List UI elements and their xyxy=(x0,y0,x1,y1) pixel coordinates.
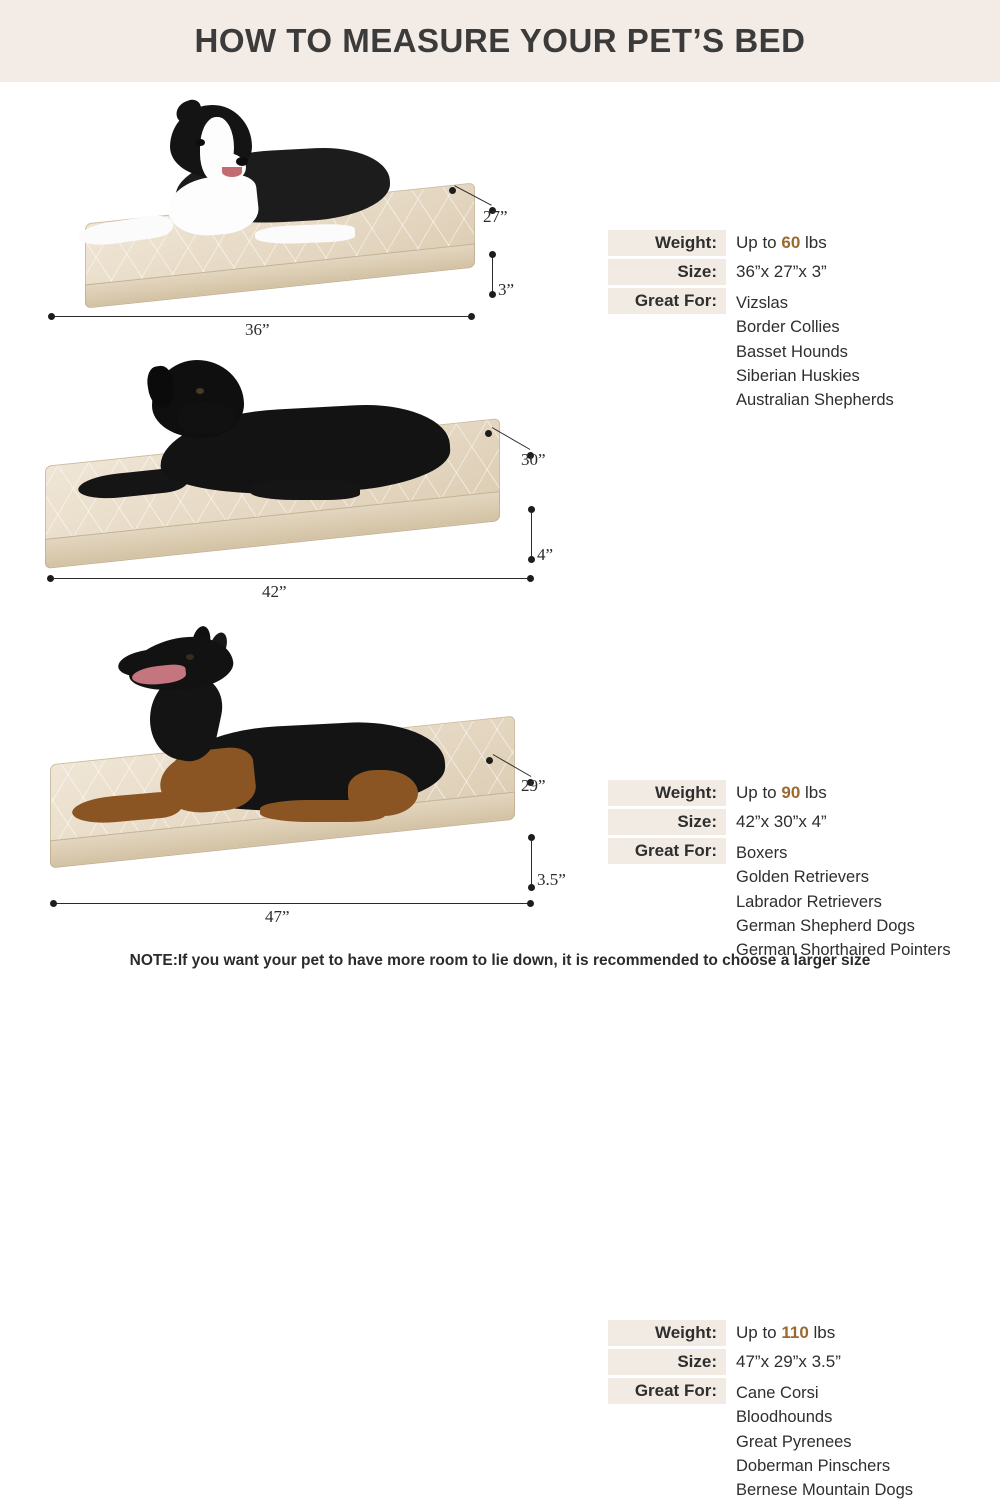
dimension-label-depth: 29” xyxy=(521,776,546,795)
dimension-label-width: 47” xyxy=(265,907,290,926)
spec-row-weight xyxy=(608,230,998,256)
spec-key-size: Size: xyxy=(608,1349,726,1375)
dimension-label-width: 36” xyxy=(245,320,270,339)
list-item: Bernese Mountain Dogs xyxy=(736,1481,914,1499)
dog-rear-paw xyxy=(260,800,385,822)
bed-illustration-medium xyxy=(0,95,590,350)
dimension-endpoint xyxy=(528,834,535,841)
list-item: German Shepherd Dogs xyxy=(736,916,915,935)
dimension-endpoint xyxy=(528,556,535,563)
dimension-line-width xyxy=(52,578,530,579)
spec-value-weight xyxy=(726,1320,835,1346)
weight-prefix: Up to xyxy=(736,1323,782,1342)
spec-key-weight: Weight: xyxy=(608,780,726,806)
dimension-endpoint xyxy=(528,506,535,513)
dimension-endpoint xyxy=(489,291,496,298)
footer-note: NOTE:If you want your pet to have more room to lie down, it is recommended to choose a larger size xyxy=(129,952,871,969)
dog-eye xyxy=(196,388,204,394)
list-item: Siberian Huskies xyxy=(736,366,860,385)
spec-value-size: 36”x 27”x 3” xyxy=(736,262,827,281)
list-item: Golden Retrievers xyxy=(736,868,869,887)
dimension-endpoint xyxy=(528,884,535,891)
list-item: Basset Hounds xyxy=(736,342,848,361)
dimension-label-height: 4” xyxy=(537,545,554,564)
list-item: Labrador Retrievers xyxy=(736,892,882,911)
dimension-label-depth: 30” xyxy=(521,450,546,469)
dimension-line-height xyxy=(531,510,532,560)
dimension-label-height: 3.5” xyxy=(537,870,566,889)
dimension-endpoint xyxy=(527,575,534,582)
list-item: Doberman Pinschers xyxy=(736,1456,891,1475)
dimension-endpoint xyxy=(489,251,496,258)
dog-eye xyxy=(196,139,205,146)
spec-key-weight: Weight: xyxy=(608,1320,726,1346)
list-item: Vizslas xyxy=(736,294,788,312)
dog-rear-paw xyxy=(250,480,360,500)
dimension-line-width xyxy=(52,316,472,317)
weight-prefix: Up to xyxy=(736,233,782,252)
spec-value-size: 42”x 30”x 4” xyxy=(736,812,827,831)
spec-row-size xyxy=(608,259,998,285)
weight-prefix: Up to xyxy=(736,783,782,802)
dimension-label-depth: 27” xyxy=(483,207,508,226)
weight-number: 90 xyxy=(781,783,801,802)
dimension-endpoint xyxy=(468,313,475,320)
dimension-endpoint xyxy=(449,187,456,194)
dimension-line-height xyxy=(531,838,532,888)
dimension-endpoint xyxy=(486,757,493,764)
spec-row-weight xyxy=(608,1320,998,1346)
spec-key-great-for: Great For: xyxy=(608,1378,726,1404)
weight-number: 110 xyxy=(781,1323,809,1342)
list-item: German Shorthaired Pointers xyxy=(736,941,951,959)
weight-number: 60 xyxy=(781,233,801,252)
dimension-endpoint xyxy=(47,575,54,582)
breed-list xyxy=(726,1378,913,1502)
list-item: Border Collies xyxy=(736,318,840,337)
dog-snout xyxy=(178,402,236,434)
list-item: Bloodhounds xyxy=(736,1408,833,1427)
dog-mouth xyxy=(222,167,242,177)
spec-row-great-for xyxy=(608,1378,998,1502)
list-item: Cane Corsi xyxy=(736,1384,819,1402)
dog-nose xyxy=(236,157,248,166)
list-item: Australian Shepherds xyxy=(736,391,894,409)
bed-illustration-large xyxy=(0,350,590,615)
dimension-endpoint xyxy=(48,313,55,320)
spec-key-size: Size: xyxy=(608,809,726,835)
spec-key-great-for: Great For: xyxy=(608,838,726,864)
list-item: Boxers xyxy=(736,844,788,862)
page-title: HOW TO MEASURE YOUR PET’S BED xyxy=(194,22,806,59)
size-row-medium xyxy=(0,95,1000,409)
dimension-label-height: 3” xyxy=(498,280,515,299)
weight-unit: lbs xyxy=(808,1323,836,1342)
spec-table-xlarge xyxy=(608,1320,998,1505)
dimension-endpoint xyxy=(50,900,57,907)
dimension-line-height xyxy=(492,255,493,295)
dimension-endpoint xyxy=(485,430,492,437)
header-band xyxy=(0,0,1000,82)
spec-key-weight: Weight: xyxy=(608,230,726,256)
dimension-label-width: 42” xyxy=(262,582,287,601)
spec-key-great-for: Great For: xyxy=(608,288,726,314)
spec-value-size: 47”x 29”x 3.5” xyxy=(736,1352,841,1371)
bed-illustration-xlarge xyxy=(0,620,590,926)
weight-unit: lbs xyxy=(800,783,827,802)
dimension-line-width xyxy=(55,903,530,904)
list-item: Great Pyrenees xyxy=(736,1432,852,1451)
weight-unit: lbs xyxy=(800,233,827,252)
spec-value-weight xyxy=(726,230,827,256)
spec-key-size: Size: xyxy=(608,259,726,285)
dog-eye xyxy=(186,654,194,660)
spec-row-size xyxy=(608,1349,998,1375)
dimension-endpoint xyxy=(527,900,534,907)
